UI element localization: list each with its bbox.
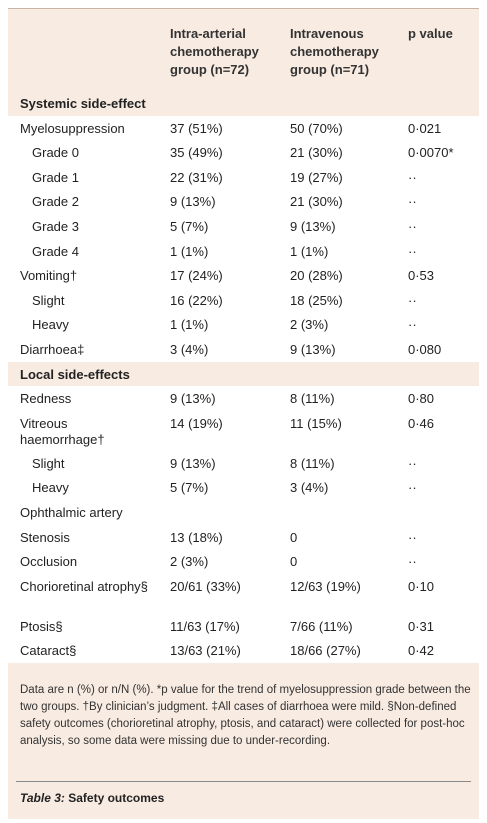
table-row: Vomiting† 17 (24%) 20 (28%) 0·53 — [8, 263, 479, 288]
caption-title: Safety outcomes — [68, 791, 165, 805]
header-intravenous: Intravenous chemotherapy group (n=71) — [290, 26, 379, 77]
table-row: Heavy 1 (1%) 2 (3%) ·· — [8, 312, 479, 337]
divider — [16, 781, 471, 782]
table-row: Redness 9 (13%) 8 (11%) 0·80 — [8, 386, 479, 411]
table-row: Grade 2 9 (13%) 21 (30%) ·· — [8, 189, 479, 214]
section-local: Local side-effects — [8, 362, 479, 387]
table-row: Ophthalmic artery — [8, 500, 479, 525]
header-intra-arterial: Intra-arterial chemotherapy group (n=72) — [170, 26, 259, 77]
table-row: Myelosuppression 37 (51%) 50 (70%) 0·021 — [8, 116, 479, 141]
table-row: Slight 9 (13%) 8 (11%) ·· — [8, 451, 479, 476]
table-row: Grade 1 22 (31%) 19 (27%) ·· — [8, 165, 479, 190]
table-row: Chorioretinal atrophy§ 20/61 (33%) 12/63 (19%) 0·10 — [8, 574, 479, 614]
table-row: Grade 4 1 (1%) 1 (1%) ·· — [8, 239, 479, 264]
table-row: Diarrhoea‡ 3 (4%) 9 (13%) 0·080 — [8, 337, 479, 362]
table-row: Ptosis§ 11/63 (17%) 7/66 (11%) 0·31 — [8, 614, 479, 639]
table-row: Occlusion 2 (3%) 0 ·· — [8, 549, 479, 574]
table-row: Slight 16 (22%) 18 (25%) ·· — [8, 288, 479, 313]
header-p-value: p value — [408, 26, 453, 41]
table-header — [8, 9, 479, 91]
table-row: Vitreous haemorrhage† 14 (19%) 11 (15%) 0·46 — [8, 411, 479, 451]
section-systemic: Systemic side-effect — [8, 91, 479, 116]
table-caption — [20, 791, 164, 805]
table-row: Cataract§ 13/63 (21%) 18/66 (27%) 0·42 — [8, 638, 479, 663]
table-row: Stenosis 13 (18%) 0 ·· — [8, 525, 479, 550]
table-row: Grade 3 5 (7%) 9 (13%) ·· — [8, 214, 479, 239]
table-frame — [8, 8, 479, 819]
table-row: Grade 0 35 (49%) 21 (30%) 0·0070* — [8, 140, 479, 165]
table-footnote: Data are n (%) or n/N (%). *p value for the trend of myelosuppression grade between the two groups. †By clinician’s judgment. ‡All cases of diarrhoea were mild. §Non-defined safety outcomes (chorioretinal atrophy, ptosis, and cataract) were collected for post-hoc analysis, so some data were missing due to under-recording. — [20, 684, 471, 747]
caption-label: Table 3: — [20, 791, 65, 805]
table-row: Heavy 5 (7%) 3 (4%) ·· — [8, 475, 479, 500]
table-body — [8, 91, 479, 663]
